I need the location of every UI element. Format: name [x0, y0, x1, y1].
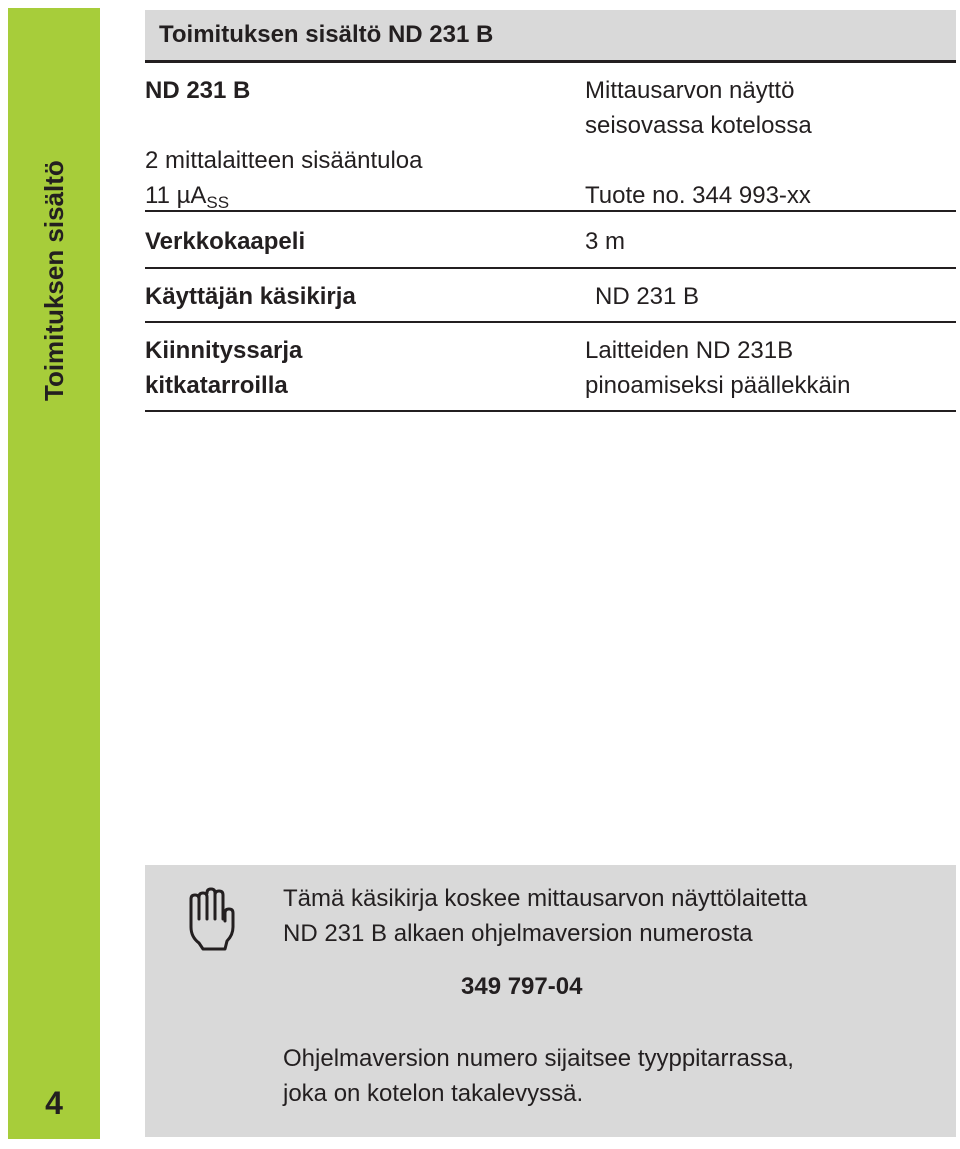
item-name: Verkkokaapeli: [145, 228, 306, 255]
item-description: Laitteiden ND 231B: [585, 337, 794, 364]
pointing-hand-icon: [185, 887, 237, 951]
item-row-nd231b: [145, 63, 956, 212]
section-title: Toimituksen sisältö ND 231 B: [159, 21, 494, 48]
item-spec-current-value: 11 µA: [145, 182, 207, 209]
side-tab: [8, 8, 100, 1139]
item-spec-inputs: 2 mittalaitteen sisääntuloa: [145, 147, 423, 174]
item-description: 3 m: [585, 228, 626, 255]
side-tab-title: Toimituksen sisältö: [39, 160, 69, 401]
note-line2: ND 231 B alkaen ohjelmaversion numerosta: [283, 920, 753, 947]
item-row-power-cable: [145, 212, 956, 269]
page-number: 4: [45, 1085, 63, 1121]
item-row-mounting-kit: [145, 323, 956, 412]
item-name-line2: kitkatarroilla: [145, 372, 288, 399]
item-description: Mittausarvon näyttö: [585, 77, 795, 104]
note-line3: Ohjelmaversion numero sijaitsee tyyppitarrassa,: [283, 1045, 794, 1072]
item-product-number: Tuote no. 344 993-xx: [585, 182, 811, 209]
note-line4: joka on kotelon takalevyssä.: [283, 1080, 584, 1107]
item-name: Käyttäjän käsikirja: [145, 283, 356, 310]
item-description: ND 231 B: [595, 283, 700, 310]
delivery-contents-table: [145, 63, 956, 412]
item-name: Kiinnityssarja: [145, 337, 303, 364]
software-version-number: 349 797-04: [461, 973, 583, 1000]
note-line1: Tämä käsikirja koskee mittausarvon näyttölaitetta: [283, 885, 808, 912]
item-description-line2: pinoamiseksi päällekkäin: [585, 372, 851, 399]
section-header: [145, 10, 956, 63]
item-name: ND 231 B: [145, 77, 251, 104]
item-description-line2: seisovassa kotelossa: [585, 112, 812, 139]
item-spec-current: [145, 178, 229, 215]
note-box: [145, 865, 956, 1137]
item-row-user-manual: [145, 269, 956, 323]
item-spec-current-sub: SS: [206, 193, 230, 212]
